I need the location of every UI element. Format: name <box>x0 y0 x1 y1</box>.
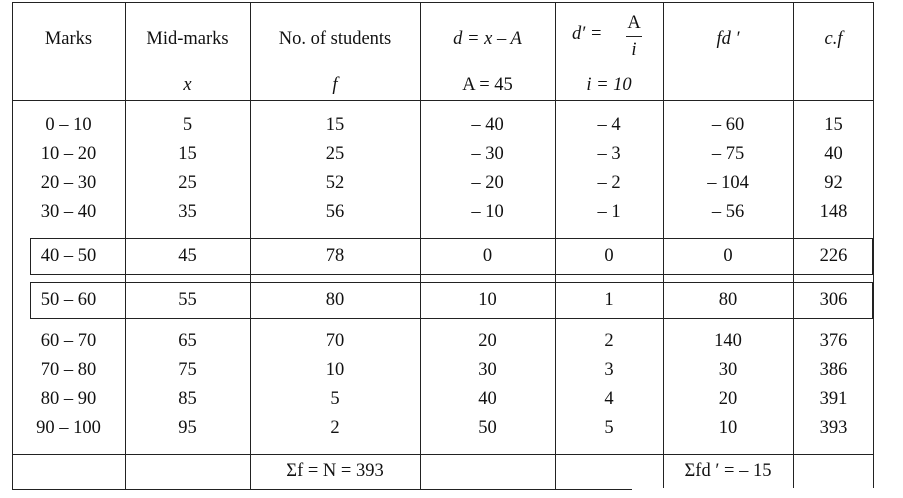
cell-cumulative-frequency: 376 <box>819 331 848 351</box>
cell-deviation: 30 <box>478 360 497 380</box>
header-students-symbol: f <box>332 75 338 95</box>
cell-step-deviation: 5 <box>604 418 614 438</box>
cell-deviation: 20 <box>478 331 497 351</box>
cell-cumulative-frequency: 92 <box>824 173 843 193</box>
cell-step-deviation: – 1 <box>597 202 621 222</box>
header-mid-marks-symbol: x <box>183 75 192 95</box>
cell-frequency: 5 <box>330 389 340 409</box>
cell-fd: 140 <box>714 331 742 351</box>
cell-fd: 0 <box>723 246 733 266</box>
header-class-width: i = 10 <box>586 75 632 95</box>
totals-divider <box>12 454 874 455</box>
cell-mid-mark: 35 <box>178 202 197 222</box>
cell-mid-mark: 15 <box>178 144 197 164</box>
header-marks: Marks <box>44 29 93 49</box>
cell-cumulative-frequency: 226 <box>819 246 848 266</box>
cell-cumulative-frequency: 386 <box>819 360 848 380</box>
cell-marks: 0 – 10 <box>45 115 92 135</box>
header-fd: fd ′ <box>716 29 740 49</box>
cell-mid-mark: 75 <box>178 360 197 380</box>
cell-step-deviation: 2 <box>604 331 614 351</box>
cell-marks: 50 – 60 <box>40 290 97 310</box>
cell-step-deviation: 1 <box>604 290 614 310</box>
header-divider <box>12 100 874 101</box>
cell-frequency: 2 <box>330 418 340 438</box>
cell-marks: 10 – 20 <box>40 144 97 164</box>
cell-cumulative-frequency: 393 <box>819 418 848 438</box>
cell-deviation: – 20 <box>471 173 504 193</box>
cell-fd: 30 <box>718 360 738 380</box>
cell-step-deviation: 0 <box>604 246 614 266</box>
cell-deviation: – 10 <box>471 202 504 222</box>
cell-cumulative-frequency: 40 <box>824 144 843 164</box>
cell-mid-mark: 85 <box>178 389 197 409</box>
cell-mid-mark: 95 <box>178 418 197 438</box>
cell-frequency: 10 <box>325 360 345 380</box>
cell-marks: 80 – 90 <box>40 389 97 409</box>
cell-fd: – 75 <box>711 144 745 164</box>
cell-cumulative-frequency: 391 <box>819 389 848 409</box>
cell-deviation: 10 <box>478 290 497 310</box>
header-cf: c.f <box>824 29 843 49</box>
cell-frequency: 80 <box>325 290 345 310</box>
cell-marks: 60 – 70 <box>40 331 97 351</box>
fraction-bar <box>626 36 642 38</box>
cell-fd: 10 <box>718 418 738 438</box>
cell-cumulative-frequency: 148 <box>819 202 848 222</box>
cell-mid-mark: 65 <box>178 331 197 351</box>
header-step-deviation-lhs: d′ = <box>572 24 603 44</box>
cell-frequency: 25 <box>325 144 345 164</box>
cell-cumulative-frequency: 15 <box>824 115 843 135</box>
cell-frequency: 56 <box>325 202 345 222</box>
cell-step-deviation: – 4 <box>597 115 621 135</box>
cell-deviation: – 40 <box>471 115 504 135</box>
cell-fd: 80 <box>718 290 738 310</box>
page-edge-mask <box>632 488 903 498</box>
header-assumed-mean: A = 45 <box>462 75 513 95</box>
cell-fd: – 56 <box>711 202 745 222</box>
cell-cumulative-frequency: 306 <box>819 290 848 310</box>
total-fd: Σfd ′ = – 15 <box>684 461 772 481</box>
header-mid-marks: Mid-marks <box>146 29 229 49</box>
cell-deviation: 50 <box>478 418 497 438</box>
cell-step-deviation: – 2 <box>597 173 621 193</box>
cell-marks: 30 – 40 <box>40 202 97 222</box>
cell-deviation: – 30 <box>471 144 504 164</box>
cell-deviation: 0 <box>482 246 493 266</box>
cell-mid-mark: 55 <box>178 290 197 310</box>
cell-frequency: 70 <box>325 331 345 351</box>
cell-step-deviation: – 3 <box>597 144 621 164</box>
header-step-deviation-denominator: i <box>631 40 637 60</box>
header-deviation: d = x – A <box>453 29 522 49</box>
cell-frequency: 52 <box>325 173 345 193</box>
cell-deviation: 40 <box>478 389 497 409</box>
cell-marks: 90 – 100 <box>36 418 101 438</box>
cell-step-deviation: 4 <box>604 389 614 409</box>
cell-mid-mark: 25 <box>178 173 197 193</box>
header-students: No. of students <box>278 29 392 49</box>
cell-fd: 20 <box>718 389 738 409</box>
cell-marks: 40 – 50 <box>40 246 97 266</box>
cell-marks: 20 – 30 <box>40 173 97 193</box>
total-frequency: Σf = N = 393 <box>286 461 384 481</box>
cell-step-deviation: 3 <box>604 360 614 380</box>
cell-mid-mark: 45 <box>178 246 197 266</box>
header-step-deviation-numerator: A <box>627 13 641 33</box>
cell-fd: – 104 <box>707 173 749 193</box>
cell-marks: 70 – 80 <box>40 360 97 380</box>
cell-mid-mark: 5 <box>182 115 193 135</box>
cell-fd: – 60 <box>711 115 745 135</box>
cell-frequency: 78 <box>325 246 345 266</box>
cell-frequency: 15 <box>325 115 345 135</box>
